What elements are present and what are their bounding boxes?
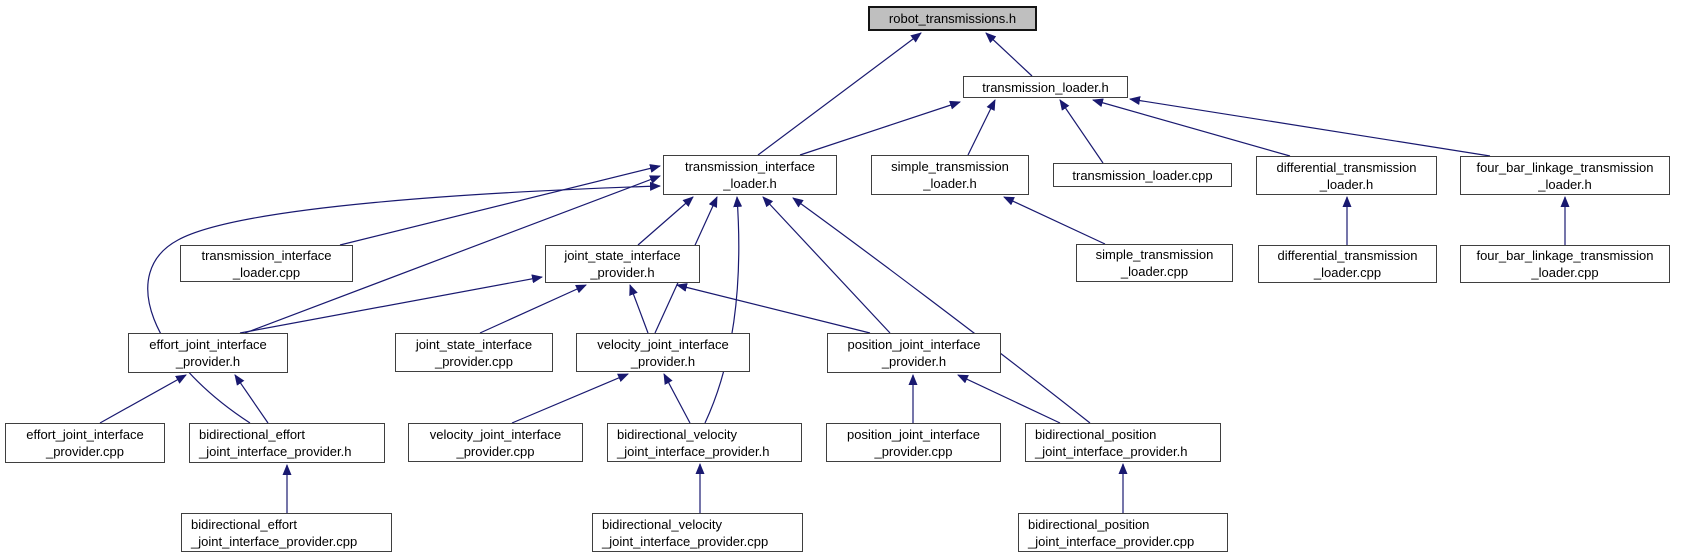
node-simple-transmission-loader-cpp[interactable] — [1076, 244, 1233, 282]
node-differential-transmission-loader-h[interactable] — [1256, 156, 1437, 195]
node-label-line: transmission_loader.h — [982, 79, 1109, 95]
node-bidirectional-effort-joint-interface-provider-h[interactable] — [189, 423, 385, 463]
node-four-bar-linkage-transmission-loader-h[interactable] — [1460, 156, 1670, 195]
node-label-line: transmission_interface — [684, 159, 816, 174]
node-label-line: simple_transmission — [891, 159, 1009, 174]
node-label-line: position_joint_interface — [847, 337, 981, 352]
node-label-line: _loader.h — [1319, 176, 1374, 192]
node-transmission-interface-loader-cpp[interactable] — [180, 245, 353, 282]
node-label-line: _provider.h — [630, 353, 696, 369]
node-effort-joint-interface-provider-h[interactable] — [128, 333, 288, 373]
node-bidirectional-velocity-joint-interface-provider-h[interactable] — [607, 423, 802, 462]
node-joint-state-interface-provider-cpp[interactable] — [395, 333, 553, 372]
node-label-line: bidirectional_effort — [199, 427, 305, 442]
node-joint-state-interface-provider-h[interactable] — [545, 245, 700, 283]
node-position-joint-interface-provider-cpp[interactable] — [826, 423, 1001, 462]
node-label-line: _provider.cpp — [456, 443, 535, 459]
node-label-line: four_bar_linkage_transmission — [1476, 248, 1654, 263]
node-label-line: position_joint_interface — [847, 426, 980, 442]
node-label-line: bidirectional_position — [1028, 516, 1150, 532]
node-label-line: _loader.cpp — [1120, 264, 1189, 279]
node-label-line: _provider.cpp — [45, 444, 125, 459]
node-bidirectional-velocity-joint-interface-provider-cpp[interactable] — [592, 513, 803, 552]
node-label-line: _joint_interface_provider.h — [1035, 443, 1188, 459]
node-differential-transmission-loader-cpp[interactable] — [1258, 245, 1437, 283]
node-label-line: _loader.h — [723, 176, 777, 191]
node-label-line: _loader.cpp — [1531, 265, 1599, 280]
node-label-line: _joint_interface_provider.h — [617, 443, 770, 459]
node-label-line: bidirectional_position — [1035, 426, 1157, 442]
node-label-line: transmission_loader.cpp — [1072, 167, 1213, 183]
node-label-line: _joint_interface_provider.h — [199, 444, 352, 459]
node-label-line: bidirectional_velocity — [602, 516, 722, 532]
node-label-line: _joint_interface_provider.cpp — [191, 533, 358, 549]
node-label-line: transmission_interface — [201, 247, 332, 263]
node-label-line: robot_transmissions.h — [888, 11, 1017, 26]
node-bidirectional-position-joint-interface-provider-h[interactable] — [1025, 423, 1221, 462]
node-label-line: _provider.cpp — [434, 353, 514, 369]
node-velocity-joint-interface-provider-cpp[interactable] — [408, 423, 583, 462]
node-label-line: joint_state_interface — [415, 336, 533, 352]
node-label-line: _loader.cpp — [232, 264, 301, 280]
node-position-joint-interface-provider-h[interactable] — [827, 333, 1001, 373]
node-label-line: _loader.h — [1538, 176, 1592, 192]
node-transmission-interface-loader-h[interactable] — [663, 155, 837, 195]
node-effort-joint-interface-provider-cpp[interactable] — [5, 423, 165, 463]
node-label-line: four_bar_linkage_transmission — [1476, 159, 1654, 175]
node-label-line: effort_joint_interface — [26, 427, 144, 442]
node-robot-transmissions-h — [868, 6, 1037, 31]
node-label-line: bidirectional_effort — [191, 516, 297, 532]
node-label-line: _provider.h — [175, 354, 241, 369]
node-label-line: _provider.h — [881, 354, 947, 369]
node-bidirectional-position-joint-interface-provider-cpp[interactable] — [1018, 513, 1228, 552]
node-label-line: differential_transmission — [1276, 159, 1417, 175]
node-label-line: _loader.cpp — [1313, 265, 1382, 280]
node-velocity-joint-interface-provider-h[interactable] — [576, 333, 750, 372]
node-label-line: effort_joint_interface — [149, 337, 267, 352]
node-bidirectional-effort-joint-interface-provider-cpp[interactable] — [181, 513, 392, 552]
node-label-line: _loader.h — [923, 176, 977, 191]
node-label-line: velocity_joint_interface — [429, 426, 562, 442]
node-transmission-loader-cpp[interactable] — [1053, 163, 1232, 187]
node-label-line: _provider.cpp — [874, 443, 953, 459]
node-label-line: joint_state_interface — [564, 248, 681, 263]
node-label-line: differential_transmission — [1277, 248, 1418, 263]
node-label-line: _provider.h — [590, 265, 655, 280]
node-label-line: simple_transmission — [1095, 247, 1214, 262]
node-label-line: _joint_interface_provider.cpp — [602, 533, 769, 549]
node-label-line: _joint_interface_provider.cpp — [1028, 533, 1195, 549]
node-four-bar-linkage-transmission-loader-cpp[interactable] — [1460, 245, 1670, 283]
node-label-line: velocity_joint_interface — [597, 336, 729, 352]
node-label-line: bidirectional_velocity — [617, 426, 737, 442]
node-simple-transmission-loader-h[interactable] — [871, 155, 1029, 195]
node-transmission-loader-h[interactable] — [963, 76, 1128, 98]
